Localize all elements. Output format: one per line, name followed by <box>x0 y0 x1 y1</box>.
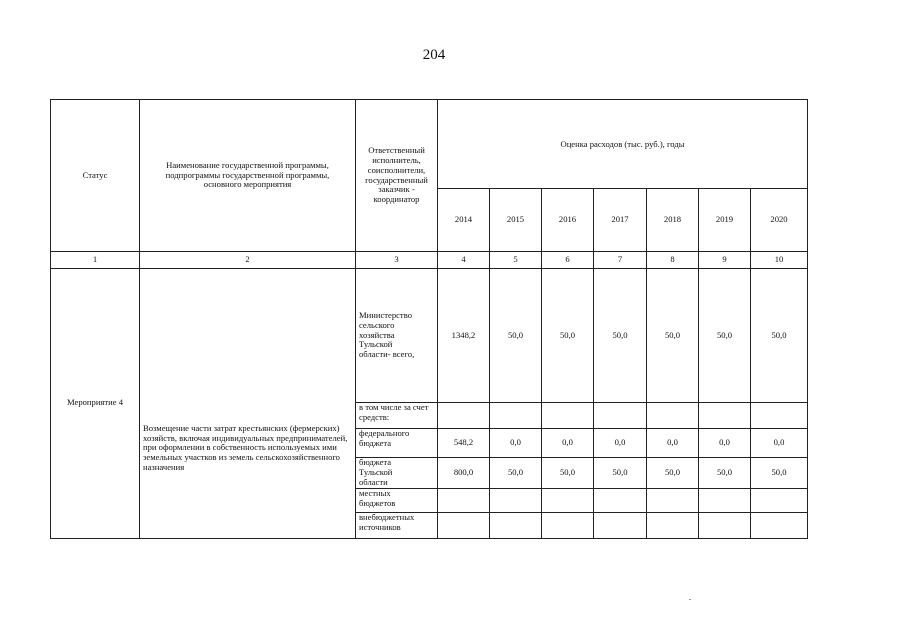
value-cell <box>594 512 647 538</box>
value-cell: 0,0 <box>699 429 751 458</box>
year-cell: 2017 <box>594 189 647 252</box>
value-cell: 0,0 <box>542 429 594 458</box>
value-cell: 50,0 <box>699 269 751 403</box>
year-cell: 2016 <box>542 189 594 252</box>
year-cell: 2014 <box>438 189 490 252</box>
value-cell <box>594 403 647 429</box>
value-cell <box>490 512 542 538</box>
value-cell <box>542 403 594 429</box>
column-numbers-row <box>51 252 808 269</box>
funding-source <box>356 512 438 538</box>
page-number: 204 <box>422 47 446 63</box>
column-number: 8 <box>647 252 699 269</box>
value-cell <box>438 403 490 429</box>
header-row <box>51 100 808 189</box>
column-number: 6 <box>542 252 594 269</box>
header-responsible-text: Ответственный исполнитель, соисполнители, государственный заказчик - координатор <box>365 144 428 205</box>
column-number: 5 <box>490 252 542 269</box>
value-cell <box>699 403 751 429</box>
value-cell <box>542 488 594 512</box>
value-cell: 0,0 <box>647 429 699 458</box>
table-row <box>51 269 808 403</box>
value-cell: 50,0 <box>542 269 594 403</box>
year-cell: 2020 <box>751 189 808 252</box>
value-cell: 800,0 <box>438 458 490 489</box>
column-number: 2 <box>140 252 356 269</box>
funding-source: в том числе за счет средств: <box>356 403 438 429</box>
value-cell: 50,0 <box>699 458 751 489</box>
value-cell <box>647 512 699 538</box>
value-cell: 1348,2 <box>438 269 490 403</box>
value-cell: 50,0 <box>490 458 542 489</box>
value-cell: 0,0 <box>751 429 808 458</box>
value-cell <box>751 488 808 512</box>
value-cell: 50,0 <box>751 269 808 403</box>
value-cell: 548,2 <box>438 429 490 458</box>
column-number: 7 <box>594 252 647 269</box>
year-cell: 2019 <box>699 189 751 252</box>
value-cell <box>699 488 751 512</box>
column-number: 3 <box>356 252 438 269</box>
funding-source: федерального бюджета <box>356 429 438 458</box>
funding-source-text: местных бюджетов <box>359 488 396 508</box>
value-cell <box>438 488 490 512</box>
header-status: Статус <box>51 100 140 252</box>
header-program-name <box>140 100 356 252</box>
value-cell <box>490 403 542 429</box>
value-cell: 0,0 <box>594 429 647 458</box>
value-cell <box>751 512 808 538</box>
funding-source-text: Министерство сельского хозяйства Тульской области- всего, <box>359 309 415 360</box>
funding-source <box>356 488 438 512</box>
value-cell <box>699 512 751 538</box>
value-cell <box>490 488 542 512</box>
value-cell: 0,0 <box>490 429 542 458</box>
funding-source <box>356 458 438 489</box>
value-cell: 50,0 <box>542 458 594 489</box>
value-cell <box>594 488 647 512</box>
funding-source-text: бюджета Тульской области <box>359 457 393 487</box>
header-cost-estimate: Оценка расходов (тыс. руб.), годы <box>438 100 808 189</box>
funding-source-text: внебюджетных источников <box>359 512 415 532</box>
value-cell: 50,0 <box>490 269 542 403</box>
value-cell <box>438 512 490 538</box>
header-program-name-text: Наименование государственной программы, подпрограммы государственной программы, основного мероприятия <box>165 159 330 190</box>
column-number: 10 <box>751 252 808 269</box>
value-cell: 50,0 <box>751 458 808 489</box>
budget-table <box>50 99 808 539</box>
value-cell: 50,0 <box>647 269 699 403</box>
column-number: 9 <box>699 252 751 269</box>
value-cell <box>542 512 594 538</box>
year-cell: 2015 <box>490 189 542 252</box>
column-number: 1 <box>51 252 140 269</box>
measure-status: Мероприятие 4 <box>51 269 140 539</box>
funding-source <box>356 269 438 403</box>
year-cell: 2018 <box>647 189 699 252</box>
value-cell <box>751 403 808 429</box>
column-number: 4 <box>438 252 490 269</box>
value-cell <box>647 403 699 429</box>
scan-speck <box>689 599 691 600</box>
value-cell <box>647 488 699 512</box>
value-cell: 50,0 <box>594 269 647 403</box>
value-cell: 50,0 <box>647 458 699 489</box>
header-responsible <box>356 100 438 252</box>
measure-name: Возмещение части затрат крестьянских (фермерских) хозяйств, включая индивидуальных предпринимателей, при оформлении в собственность используемых ими земельных участков из земель сельскохозяйственного назначения <box>140 269 356 539</box>
value-cell: 50,0 <box>594 458 647 489</box>
